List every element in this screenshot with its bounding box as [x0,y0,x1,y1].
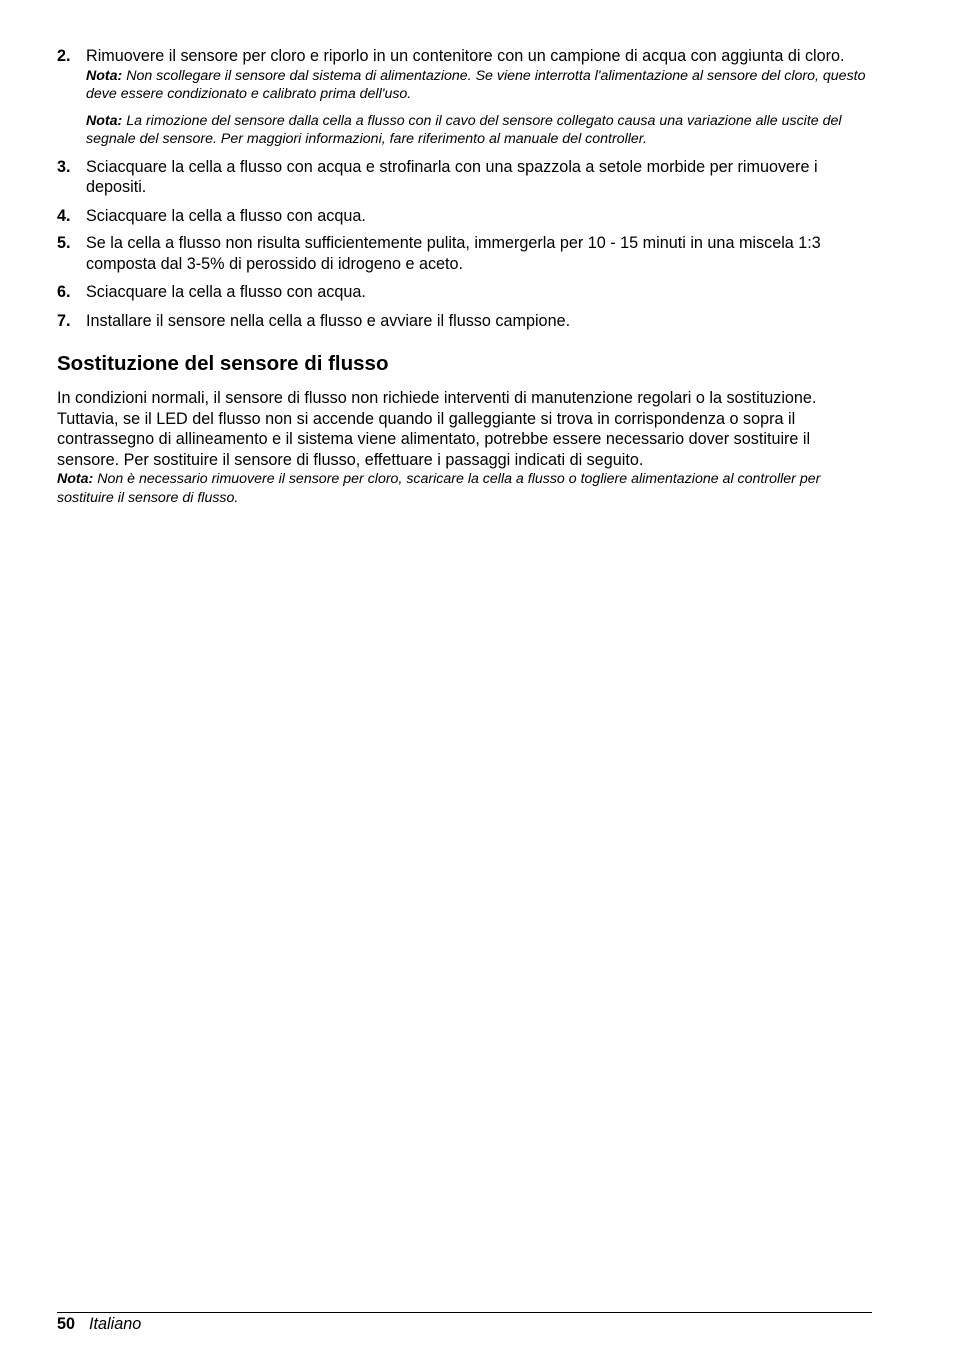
page-content [57,46,872,507]
procedure-step [57,157,872,198]
note-text: Non è necessario rimuovere il sensore per cloro, scaricare la cella a flusso o togliere alimentazione al controller per sostituire il sensore di flusso. [57,471,821,506]
step-number: 4. [57,206,71,225]
step-number: 7. [57,311,71,330]
step-text: Se la cella a flusso non risulta sufficientemente pulita, immergerla per 10 - 15 minuti in una miscela 1:3 composta dal 3-5% di perossido di idrogeno e aceto. [86,234,821,273]
step-text: Rimuovere il sensore per cloro e riporlo in un contenitore con un campione di acqua con aggiunta di cloro. [86,47,845,65]
page-footer [57,1312,872,1333]
procedure-step [57,206,872,227]
procedure-step [57,282,872,303]
procedure-step [57,311,872,332]
step-text: Installare il sensore nella cella a flusso e avviare il flusso campione. [86,311,571,330]
section-heading: Sostituzione del sensore di flusso [57,352,389,375]
step-text: Sciacquare la cella a flusso con acqua. [86,283,366,301]
procedure-step [57,46,872,149]
note-label: Nota: [57,471,94,487]
step-number: 5. [57,234,71,252]
section-note [57,470,872,507]
step-text: Sciacquare la cella a flusso con acqua e strofinarla con una spazzola a setole morbide per rimuovere i depositi. [86,157,818,196]
step-number: 2. [57,47,71,65]
section-paragraph: In condizioni normali, il sensore di flusso non richiede interventi di manutenzione regolari o la sostituzione. Tuttavia, se il LED del flusso non si accende quando il galleggiante si trova in corrispondenza o sopra il contrassegno di allineamento e il sistema viene alimentato, potrebbe essere necessario dover sostituire il sensore. Per sostituire il sensore di flusso, effettuare i passaggi indicati di seguito. [57,389,817,469]
step-text: Sciacquare la cella a flusso con acqua. [86,206,366,225]
step-body [86,46,872,149]
procedure-step [57,233,872,274]
note-text: Non scollegare il sensore dal sistema di alimentazione. Se viene interrotta l'alimentazione al sensore del cloro, questo deve essere condizionato e calibrato prima dell'uso. [86,67,866,102]
step-note [86,112,872,149]
page-number: 50 [57,1315,76,1333]
note-label: Nota: [86,67,123,84]
note-text: La rimozione del sensore dalla cella a flusso con il cavo del sensore collegato causa una variazione alle uscite del segnale del sensore. Per maggiori informazioni, fare riferimento al manuale del controller. [86,112,842,147]
note-label: Nota: [86,112,123,129]
step-number: 3. [57,157,71,176]
step-note [86,67,872,104]
footer-language: Italiano [89,1315,142,1333]
step-number: 6. [57,283,71,301]
